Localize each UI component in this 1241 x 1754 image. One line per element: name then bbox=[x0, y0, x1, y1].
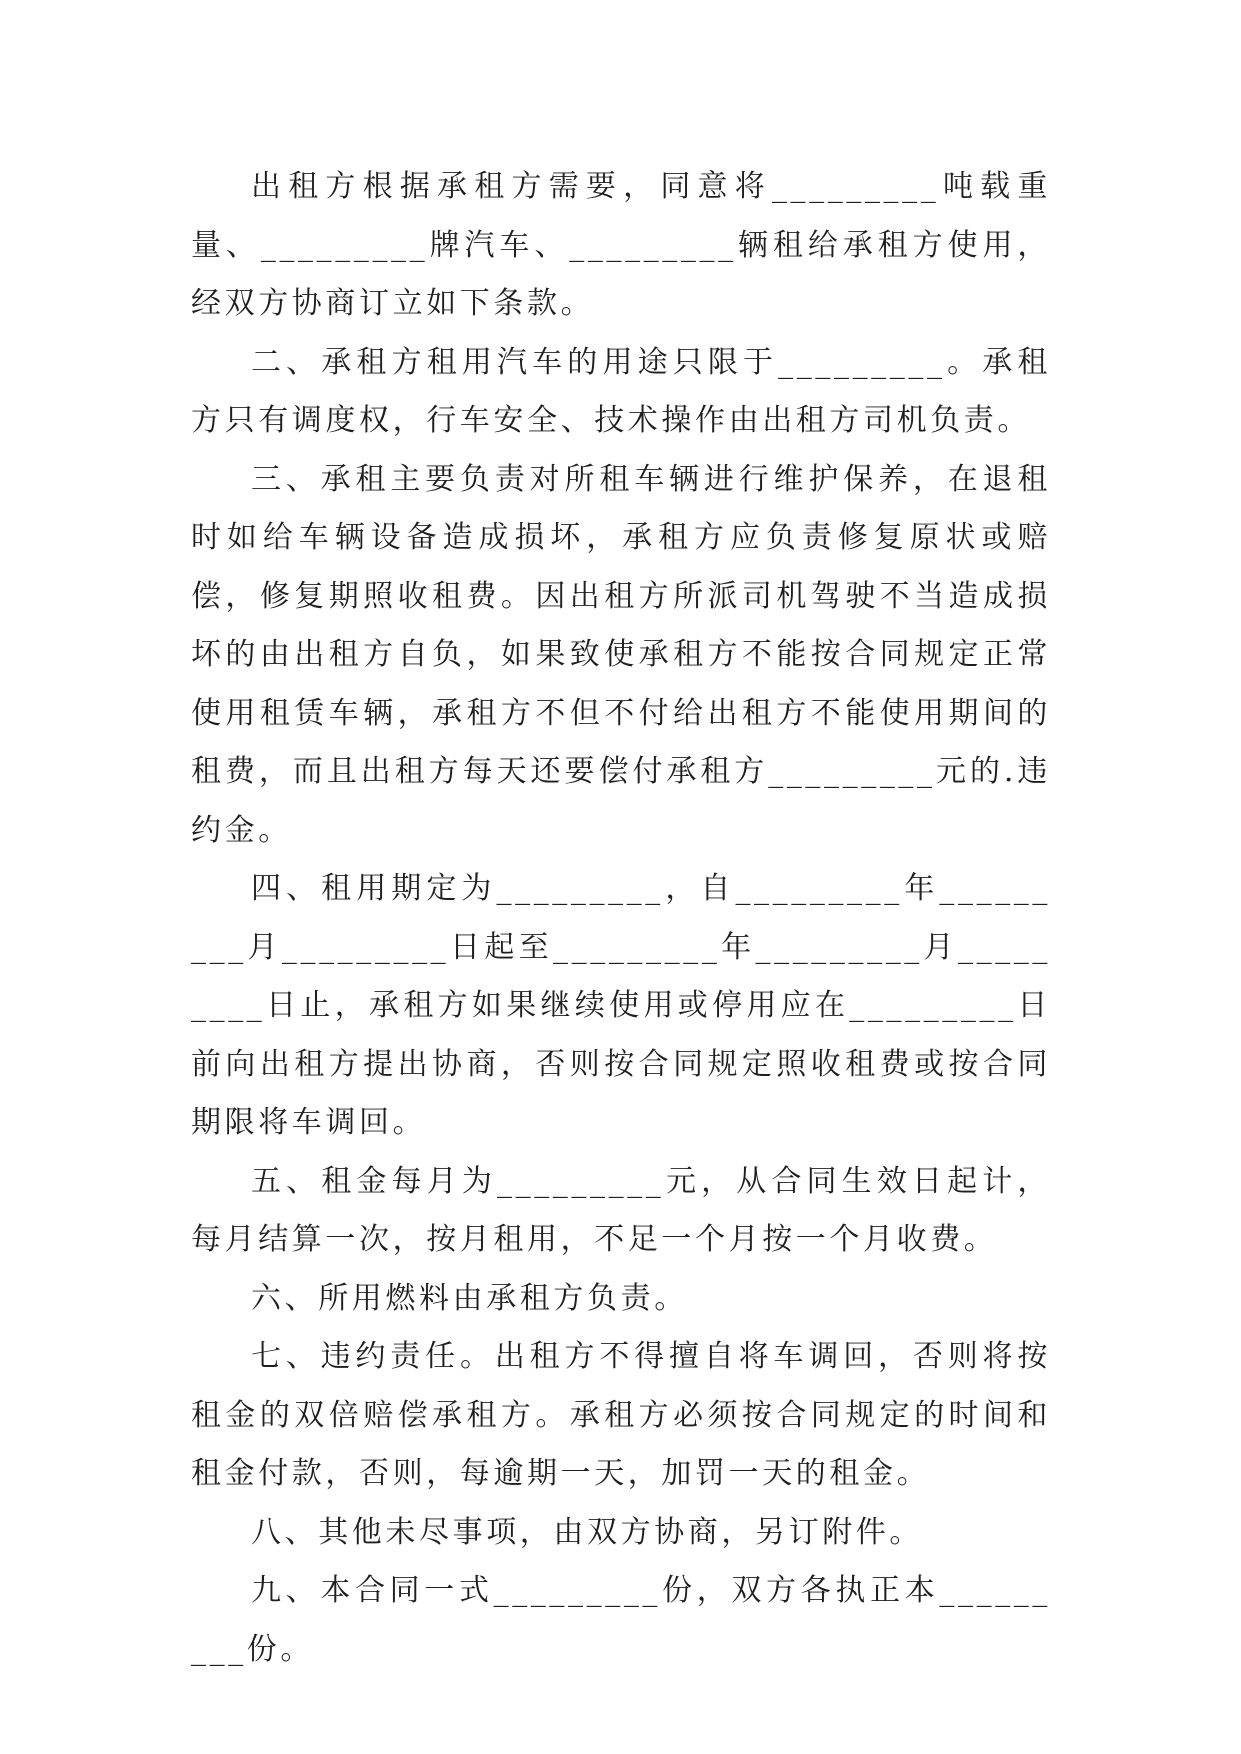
paragraph-clause-6: 六、所用燃料由承租方负责。 bbox=[251, 1280, 688, 1316]
paragraph-clause-3: 三、承租主要负责对所租车辆进行维护保养，在退租时如给车辆设备造成损坏，承租方应负责修复原状或赔偿，修复期照收租费。因出租方所派司机驾驶不当造成损坏的由出租方自负，如果致使承租方不能按合同规定正常使用租赁车辆，承租方不但不付给出租方不能使用期间的租费，而且出租方每天还要偿付承租方_________元的.违约金。 bbox=[191, 461, 1051, 848]
paragraph-clause-4: 四、租用期定为_________，自_________年_________月_________日起至_________年_________月_________日止，承租方如果继续使用或停用应在_________日前向出租方提出协商，否则按合同规定照收租费或按合同期限将车调回。 bbox=[191, 871, 1051, 1140]
paragraph-clause-9: 九、本合同一式_________份，双方各执正本_________份。 bbox=[191, 1573, 1051, 1667]
contract-body bbox=[191, 158, 1051, 1679]
paragraph-clause-2: 二、承租方租用汽车的用途只限于_________。承租方只有调度权，行车安全、技术操作由出租方司机负责。 bbox=[191, 344, 1051, 438]
paragraph-clause-7: 七、违约责任。出租方不得擅自将车调回，否则将按租金的双倍赔偿承租方。承租方必须按合同规定的时间和租金付款，否则，每逾期一天，加罚一天的租金。 bbox=[191, 1339, 1051, 1491]
paragraph-clause-5: 五、租金每月为_________元，从合同生效日起计，每月结算一次，按月租用，不足一个月按一个月收费。 bbox=[191, 1163, 1051, 1257]
paragraph-clause-8: 八、其他未尽事项，由双方协商，另订附件。 bbox=[251, 1514, 923, 1550]
paragraph-intro: 出租方根据承租方需要，同意将_________吨载重量、_________牌汽车、_________辆租给承租方使用，经双方协商订立如下条款。 bbox=[191, 169, 1051, 321]
